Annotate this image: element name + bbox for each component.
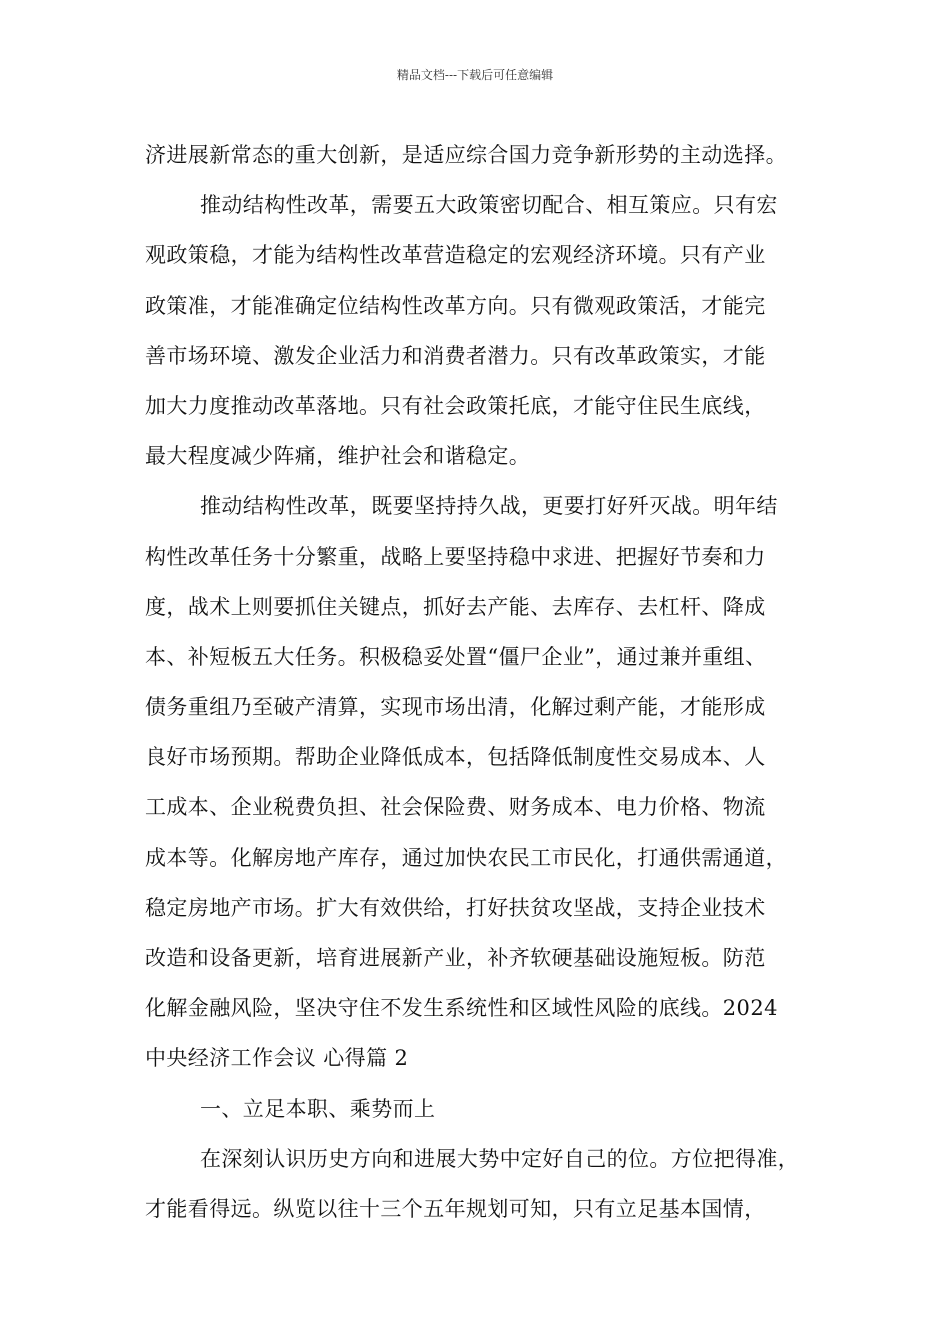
- text-line: 工成本、企业税费负担、社会保险费、财务成本、电力价格、物流: [145, 795, 766, 820]
- section-title: 中央经济工作会议 心得篇 2: [145, 1046, 409, 1071]
- text-line: 推动结构性改革，既要坚持持久战，更要打好歼灭战。明年结: [200, 494, 778, 519]
- page-header: 精品文档---下载后可任意编辑: [396, 68, 554, 82]
- text-line: 善市场环境、激发企业活力和消费者潜力。只有改革政策实，才能: [145, 343, 766, 368]
- text-line: 改造和设备更新，培育进展新产业，补齐软硬基础设施短板。防范: [145, 946, 766, 970]
- text-line: 推动结构性改革，需要五大政策密切配合、相互策应。只有宏: [200, 193, 778, 218]
- text-line: 本、补短板五大任务。积极稳妥处置“僵尸企业”，通过兼并重组、: [145, 644, 767, 669]
- text-line: 才能看得远。纵览以往十三个五年规划可知，只有立足基本国情，: [145, 1196, 766, 1221]
- text-line: 成本等。化解房地产库存，通过加快农民工市民化，打通供需通道，: [145, 845, 787, 870]
- text-line: 化解金融风险，坚决守住不发生系统性和区域性风险的底线。2024: [145, 996, 778, 1021]
- text-line: 观政策稳，才能为结构性改革营造稳定的宏观经济环境。只有产业: [145, 243, 766, 268]
- text-line: 在深刻认识历史方向和进展大势中定好自己的位。方位把得准，: [200, 1146, 800, 1171]
- text-line: 最大程度减少阵痛，维护社会和谐稳定。: [145, 444, 531, 469]
- text-line: 度，战术上则要抓住关键点，抓好去产能、去库存、去杠杆、降成: [145, 594, 766, 619]
- text-line: 良好市场预期。帮助企业降低成本，包括降低制度性交易成本、人: [145, 745, 766, 770]
- text-line: 债务重组乃至破产清算，实现市场出清，化解过剩产能，才能形成: [145, 695, 766, 720]
- text-line: 稳定房地产市场。扩大有效供给，打好扶贫攻坚战，支持企业技术: [145, 895, 766, 920]
- text-line: 政策准，才能准确定位结构性改革方向。只有微观政策活，才能完: [145, 293, 766, 318]
- document-body: [145, 130, 825, 1234]
- text-line: 构性改革任务十分繁重，战略上要坚持稳中求进、把握好节奏和力: [145, 544, 766, 569]
- section-heading: 一、立足本职、乘势而上: [200, 1096, 436, 1121]
- text-line: 加大力度推动改革落地。只有社会政策托底，才能守住民生底线，: [145, 393, 766, 418]
- text-line: 济进展新常态的重大创新，是适应综合国力竞争新形势的主动选择。: [145, 143, 787, 167]
